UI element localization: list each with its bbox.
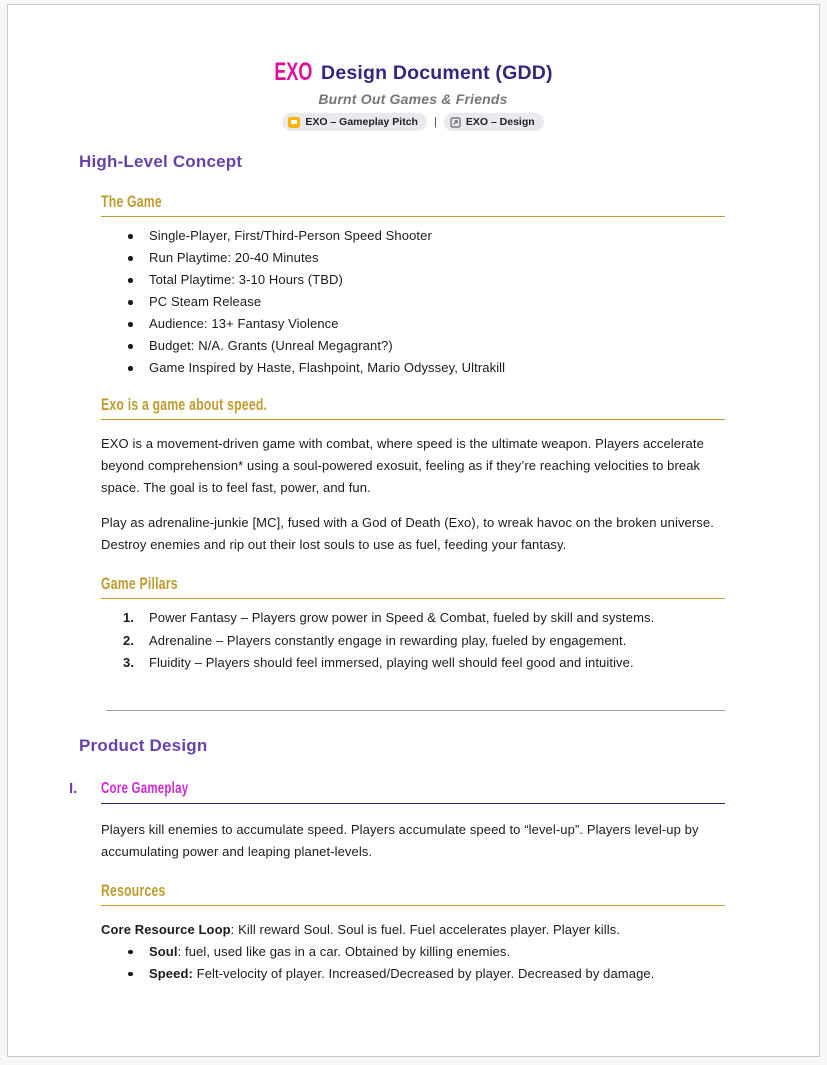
indigo-rule [101,803,725,804]
list-item: Total Playtime: 3-10 Hours (TBD) [101,269,725,291]
list-number: 3. [123,655,135,670]
chip-design-doc-link[interactable] [444,113,544,131]
heading-about-speed: Exo is a game about speed. [101,395,268,414]
section-divider [106,710,725,711]
bullet-icon [101,247,149,261]
chip-separator: | [433,116,437,128]
list-item: Speed: Felt-velocity of player. Increased/Decreased by player. Decreased by damage. [101,963,725,985]
paragraph-resource-loop: Core Resource Loop: Kill reward Soul. Soul is fuel. Fuel accelerates player. Player kills. [101,921,621,937]
paragraph-speed-1: EXO is a movement-driven game with combat, where speed is the ultimate weapon. Players accelerate beyond comprehension* using a soul-powered exosuit, feeling as if they’re reaching velocities to break space. The goal is to feel fast, power, and fun. [101,436,704,495]
heading-core-gameplay: Core Gameplay [101,779,189,797]
bullet-icon [101,335,149,349]
list-number: 2. [123,632,135,648]
list-item: PC Steam Release [101,291,725,313]
list-item: Budget: N/A. Grants (Unreal Megagrant?) [101,335,725,357]
bullet-icon [101,357,149,371]
section-numeral: I. [69,779,78,797]
gold-rule [101,598,725,599]
list-item: 1. Power Fantasy – Players grow power in Speed & Combat, fueled by skill and systems. [101,607,725,630]
bullet-icon [101,225,149,239]
heading-high-level-concept: High-Level Concept [79,152,243,171]
document-title [101,59,725,86]
bullet-icon [101,269,149,283]
the-game-bullet-list [101,225,725,379]
list-item: Run Playtime: 20-40 Minutes [101,247,725,269]
title-rest: Design Document (GDD) [321,62,553,84]
chip-label: EXO – Design [465,116,535,128]
chip-gameplay-pitch-link[interactable] [282,113,427,131]
gold-rule [101,419,725,420]
list-item: Single-Player, First/Third-Person Speed Shooter [101,225,725,247]
list-item: 2. Adrenaline – Players constantly engage in rewarding play, fueled by engagement. [101,630,725,653]
resource-loop-lead: Core Resource Loop [101,921,231,937]
heading-the-game: The Game [101,192,162,211]
link-chips-row [101,113,725,131]
list-item: Soul: fuel, used like gas in a car. Obtained by killing enemies. [101,941,725,963]
gold-rule [101,216,725,217]
shortcut-icon [450,117,461,128]
bullet-icon [101,963,149,977]
heading-resources: Resources [101,880,166,900]
chip-label: EXO – Gameplay Pitch [305,116,418,128]
heading-game-pillars: Game Pillars [101,574,178,593]
gold-rule [101,905,725,906]
bullet-icon [101,941,149,955]
list-number: 1. [123,610,135,625]
bullet-icon [101,313,149,327]
document-page [7,4,820,1057]
slides-icon [288,117,300,128]
paragraph-speed-2: Play as adrenaline-junkie [MC], fused with a God of Death (Exo), to wreak havoc on the broken universe. Destroy enemies and rip out their lost souls to use as fuel, feeding your fantasy. [101,515,714,552]
document-subtitle: Burnt Out Games & Friends [318,91,508,107]
game-pillars-list [101,607,725,675]
title-brand-exo: EXO [274,58,313,86]
heading-core-gameplay-row [69,779,725,798]
list-item: 3. Fluidity – Players should feel immersed, playing well should feel good and intuitive. [101,652,725,675]
heading-product-design: Product Design [79,735,208,755]
list-item: Game Inspired by Haste, Flashpoint, Mario Odyssey, Ultrakill [101,357,725,379]
bullet-icon [101,291,149,305]
list-item: Audience: 13+ Fantasy Violence [101,313,725,335]
paragraph-core-gameplay: Players kill enemies to accumulate speed. Players accumulate speed to “level-up”. Players level-up by accumulating power and leaping planet-levels. [101,821,699,859]
document-header [101,59,725,131]
resources-bullet-list [101,941,725,985]
